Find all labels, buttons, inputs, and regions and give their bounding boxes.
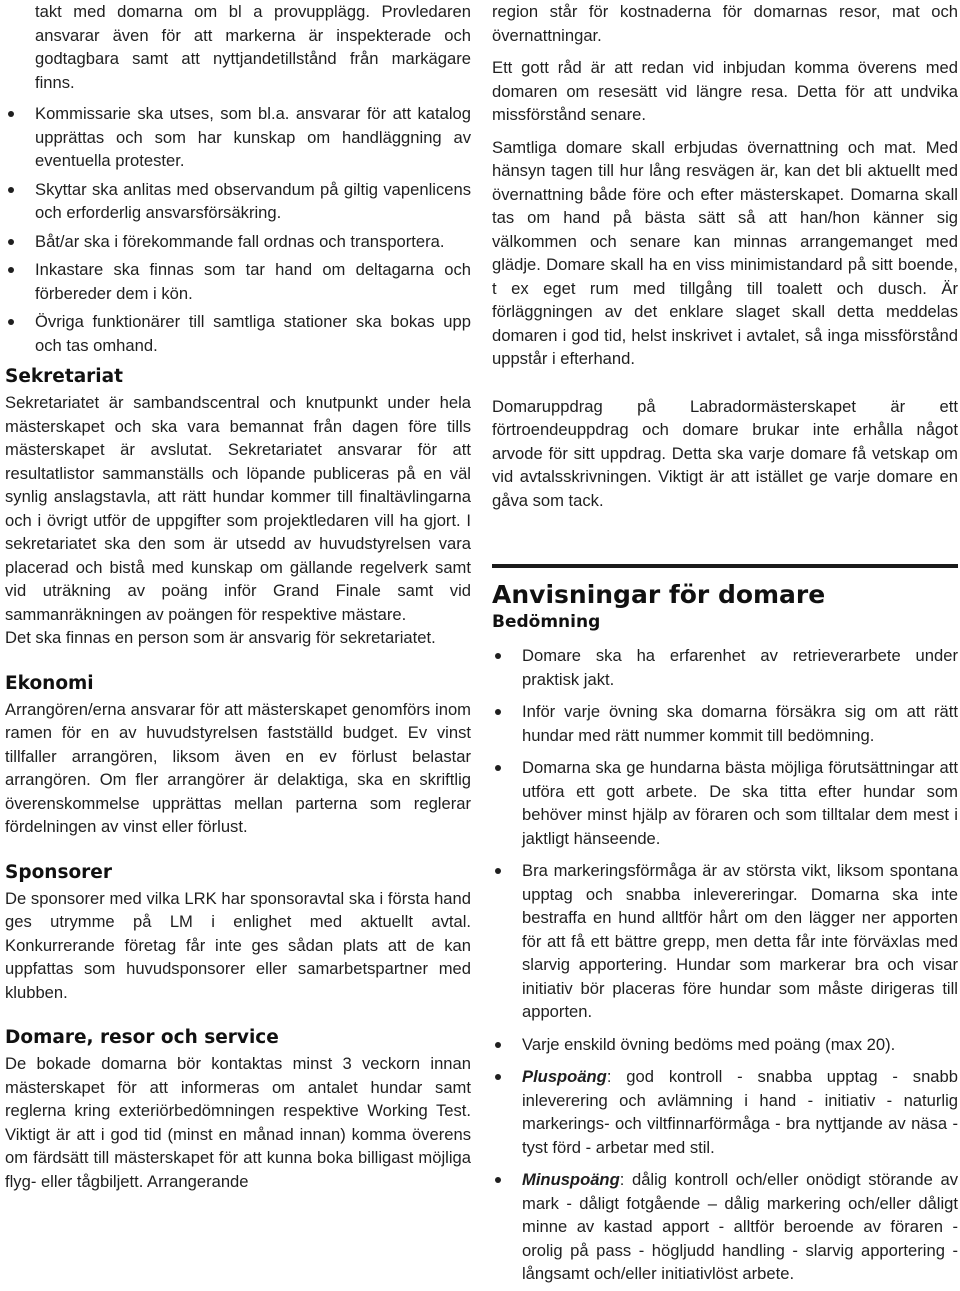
right-column xyxy=(492,0,958,1291)
list-item-pluspoang xyxy=(492,1065,958,1159)
pluspoang-term: Pluspoäng xyxy=(522,1067,607,1086)
sekretariat-heading: Sekretariat xyxy=(5,366,123,387)
sponsorer-heading: Sponsorer xyxy=(5,861,112,883)
sekretariat-paragraph-2: Det ska finnas en person som är ansvarig för sekretariatet. xyxy=(5,628,436,647)
sponsorer-paragraph: De sponsorer med vilka LRK har sponsoravtal ska i första hand ges utrymme på LM i enlighet med aktuellt avtal. Konkurrerande företag får inte ges sådan plats att de kan uppfattas som huvudsponsorer eller samarbetspartner med klubben. xyxy=(5,888,471,1002)
travel-costs-paragraph: region står för kostnaderna för domarnas resor, mat och övernattningar. xyxy=(492,2,958,45)
list-item: Bra markeringsförmåga är av största vikt, liksom spontana upptag och snabba inlevereringar. Domarna ska inte bestraffa en hund alltför hårt om den lägger ner apporten för att få ett bättre grepp, men detta får inte förväxlas med slarvig apportering. Hundar som markerar bra och visar initiativ bör placeras före hundar som måste dirigeras till apporten. xyxy=(492,859,958,1024)
domare-paragraph: De bokade domarna bör kontaktas minst 3 veckorn innan mästerskapet för att informeras om antalet hundar samt reglerna kring exteriörbedömningen respektive Working Test. Viktigt är att i god tid (minst en månad innan) komma överens om färdsätt till mästerskapet för att kunna boka billigast möjliga flyg- eller tågbiljett. Arrangerande xyxy=(5,1054,471,1191)
list-item: Domarna ska ge hundarna bästa möjliga förutsättningar att utföra ett gott arbete. De ska titta efter hundar som behöver minst hjälp av föraren och som tilltalar dem mest i jaktligt hänseende. xyxy=(492,756,958,850)
accommodation-paragraph: Samtliga domare skall erbjudas övernattning och mat. Med hänsyn tagen till hur lång resvägen är, kan det bli aktuellt med övernattning både före och efter mästerskapet. Domarna skall tas om hand på bästa sätt så att han/hon känner sig välkommen och senare kan minnas arrangemanget med glädje. Domare skall ha en viss minimistandard på sitt boende, t ex eget rum med tillgång till toalett och dusch. Är förläggningen av det enklare slaget skall detta meddelas domaren i god tid, helst inskrivet i avtalet, så inga missförstånd uppstår i efterhand. xyxy=(492,137,958,368)
list-item: Varje enskild övning bedöms med poäng (max 20). xyxy=(492,1033,958,1057)
intro-continuation: takt med domarna om bl a provupplägg. Provledaren ansvarar även för att markerna är inspekterade och godtagbara samt att nyttjandetillstånd från markägare finns. xyxy=(35,2,471,92)
list-item: Övriga funktionärer till samtliga stationer ska bokas upp och tas omhand. xyxy=(5,310,471,357)
list-item-minuspoang xyxy=(492,1168,958,1286)
anvisningar-heading: Anvisningar för domare xyxy=(492,580,826,609)
ekonomi-paragraph: Arrangören/erna ansvarar för att mästerskapet genomförs inom ramen för en av huvudstyrelsen fastställd budget. Ev vinst tillfaller arrangören, liksom även en ev förlust belastar arrangören. Om fler arrangörer är delaktiga, ska en skriftlig överenskommelse upprättas mellan parterna som reglerar fördelningen av vinst eller förlust. xyxy=(5,699,471,836)
sekretariat-paragraph: Sekretariatet är sambandscentral och knutpunkt under hela mästerskapet och ska vara bemannat från dagen före tills mästerskapet är avslutat. Sekretariatet ansvarar för att resultatlistor sammanställs och löpande publiceras på en väl synlig anslagstavla, att rätt hundar kommer till finaltävlingarna och i övrigt utför de uppgifter som projektledaren vill ha gjort. I sekretariatet ska den som är utsedd av huvudstyrelsen vara placerad och bistå med kunskap om gällande regelverk samt vid uträkning av poäng inför Grand Finale samt vid sammanräkningen av poängen för respektive mästare. xyxy=(5,393,471,624)
list-item: Båt/ar ska i förekommande fall ordnas och transportera. xyxy=(5,230,471,254)
minuspoang-term: Minuspoäng xyxy=(522,1170,620,1189)
list-item: Domare ska ha erfarenhet av retrieverarbete under praktisk jakt. xyxy=(492,644,958,691)
left-column xyxy=(5,0,471,1193)
ekonomi-heading: Ekonomi xyxy=(5,672,94,694)
list-item: Skyttar ska anlitas med observandum på giltig vapenlicens och erforderlig ansvarsförsäkring. xyxy=(5,178,471,225)
section-divider xyxy=(492,564,958,568)
organizer-list xyxy=(5,102,471,357)
domare-heading: Domare, resor och service xyxy=(5,1027,279,1048)
list-item: Inför varje övning ska domarna försäkra sig om att rätt hundar med rätt nummer kommit till bedömning. xyxy=(492,700,958,747)
list-item: Inkastare ska finnas som tar hand om deltagarna och förbereder dem i kön. xyxy=(5,258,471,305)
honorary-paragraph: Domaruppdrag på Labradormästerskapet är ett förtroendeuppdrag och domare brukar inte erhålla något arvode för sitt uppdrag. Detta ska varje domare få vetskap om vid avtalsskrivningen. Viktigt är att istället ge varje domare en gåva som tack. xyxy=(492,396,958,510)
minuspoang-text: : dålig kontroll och/eller onödigt störande av mark - dåligt fotgående – dålig markering och/eller dåligt minne av kastad apport - alltför beroende av föraren - orolig på pass - högljudd handling - slarvig apportering - långsamt och/eller initiativlöst arbete. xyxy=(522,1170,958,1283)
pluspoang-text: : god kontroll - snabba upptag - snabb inleverering och avlämning i hand - initiativ - naturlig markerings- och viltfinnarförmåga - bra nyttjande av näsa - tyst förd - arbetar med stil. xyxy=(522,1067,958,1157)
judging-list xyxy=(492,644,958,1286)
list-item: Kommissarie ska utses, som bl.a. ansvarar för att katalog upprättas och som har kunskap om handläggning av eventuella protester. xyxy=(5,102,471,173)
travel-advice-paragraph: Ett gott råd är att redan vid inbjudan komma överens med domaren om resesätt vid längre resa. Detta för att undvika missförstånd senare. xyxy=(492,58,958,124)
bedomning-heading: Bedömning xyxy=(492,612,601,632)
